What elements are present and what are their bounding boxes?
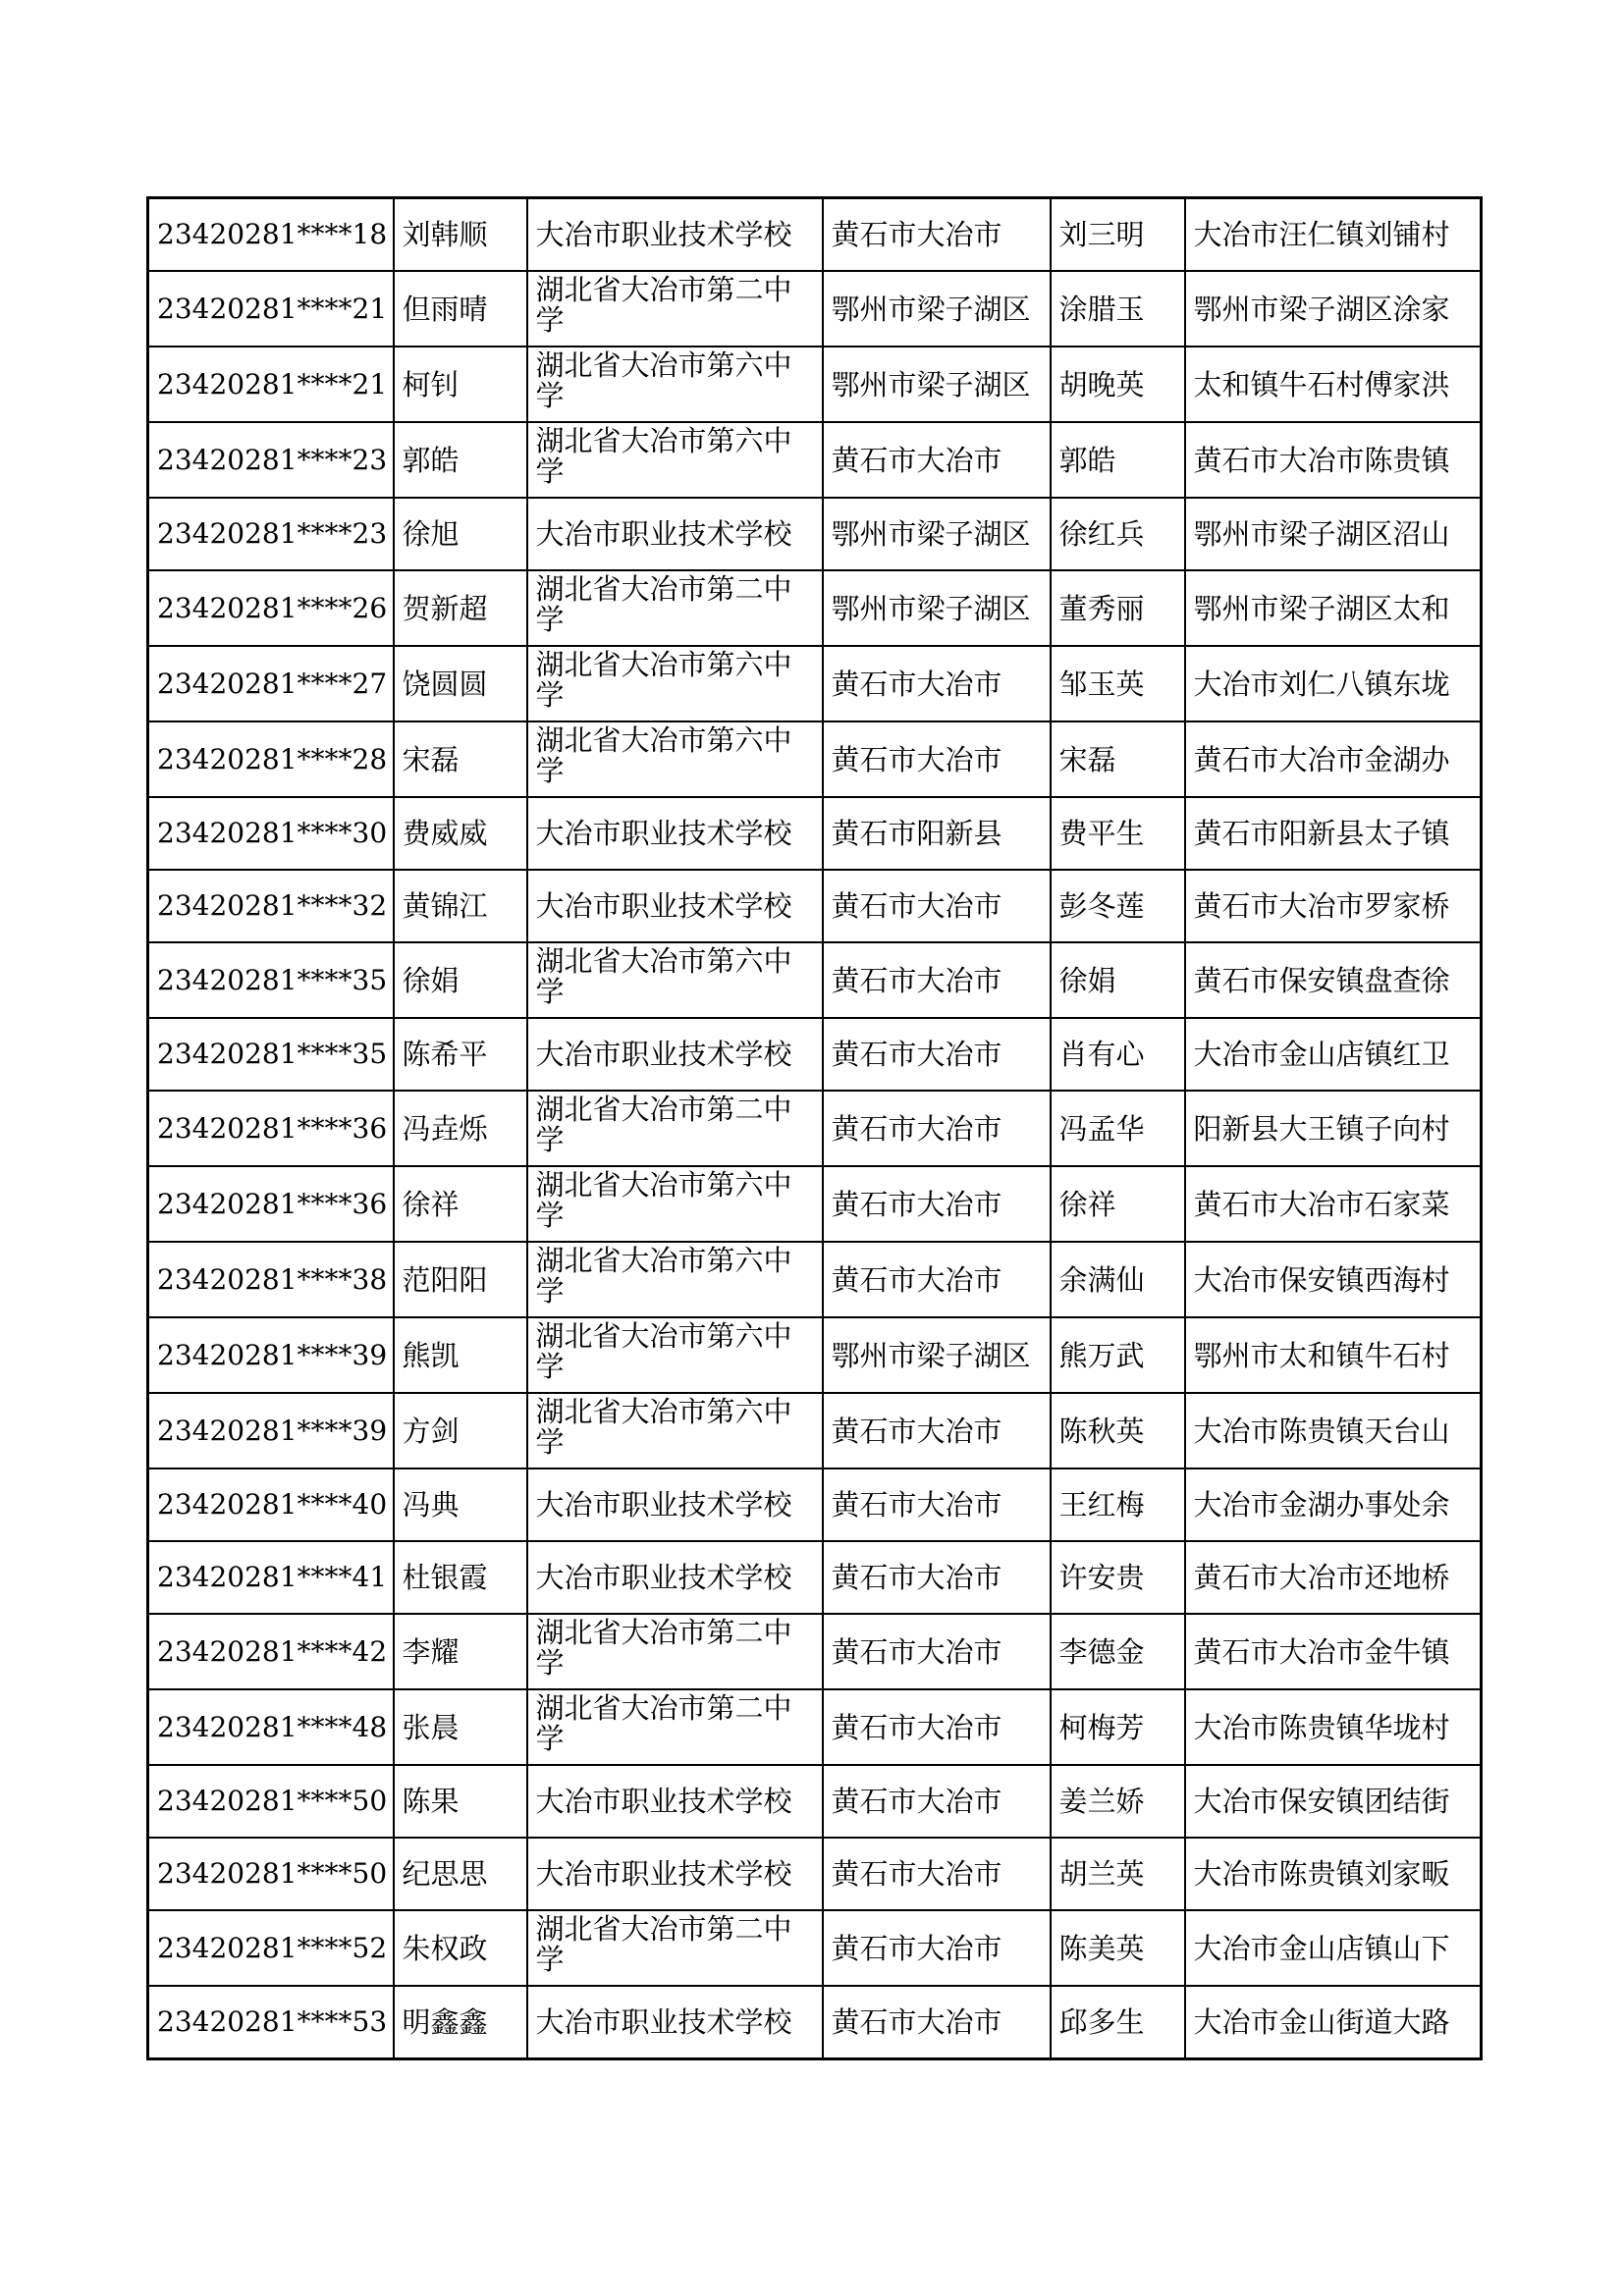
records-table <box>146 196 1483 2060</box>
school-cell: 湖北省大冶市第六中学 <box>527 1393 823 1468</box>
table-row <box>148 942 1482 1018</box>
table-row <box>148 422 1482 498</box>
table-row <box>148 1614 1482 1689</box>
student-id-cell: 23420281****35 <box>148 942 394 1018</box>
school-cell: 湖北省大冶市第六中学 <box>527 721 823 797</box>
student-id-cell: 23420281****35 <box>148 1018 394 1091</box>
student-name-cell: 徐旭 <box>394 498 527 570</box>
school-cell: 大冶市职业技术学校 <box>527 1018 823 1091</box>
table-row <box>148 1393 1482 1468</box>
school-cell: 大冶市职业技术学校 <box>527 198 823 272</box>
region-cell: 黄石市阳新县 <box>823 797 1051 870</box>
school-cell: 大冶市职业技术学校 <box>527 1838 823 1910</box>
guardian-name-cell: 许安贵 <box>1051 1541 1185 1614</box>
guardian-name-cell: 陈秋英 <box>1051 1393 1185 1468</box>
school-cell: 大冶市职业技术学校 <box>527 1986 823 2059</box>
student-id-cell: 23420281****40 <box>148 1468 394 1541</box>
region-cell: 黄石市大冶市 <box>823 1765 1051 1838</box>
region-cell: 黄石市大冶市 <box>823 721 1051 797</box>
guardian-name-cell: 徐娟 <box>1051 942 1185 1018</box>
region-cell: 黄石市大冶市 <box>823 1166 1051 1242</box>
school-cell: 湖北省大冶市第六中学 <box>527 1317 823 1393</box>
student-id-cell: 23420281****39 <box>148 1317 394 1393</box>
school-cell: 大冶市职业技术学校 <box>527 797 823 870</box>
address-cell: 黄石市大冶市还地桥 <box>1185 1541 1482 1614</box>
records-table-body <box>148 198 1482 2059</box>
address-cell: 大冶市金山店镇红卫 <box>1185 1018 1482 1091</box>
address-cell: 黄石市阳新县太子镇 <box>1185 797 1482 870</box>
table-row <box>148 498 1482 570</box>
student-name-cell: 郭皓 <box>394 422 527 498</box>
region-cell: 黄石市大冶市 <box>823 870 1051 942</box>
student-id-cell: 23420281****39 <box>148 1393 394 1468</box>
region-cell: 鄂州市梁子湖区 <box>823 1317 1051 1393</box>
records-table-container <box>146 196 1480 2060</box>
region-cell: 黄石市大冶市 <box>823 942 1051 1018</box>
table-row <box>148 1018 1482 1091</box>
student-name-cell: 杜银霞 <box>394 1541 527 1614</box>
region-cell: 鄂州市梁子湖区 <box>823 570 1051 646</box>
student-id-cell: 23420281****38 <box>148 1242 394 1317</box>
guardian-name-cell: 费平生 <box>1051 797 1185 870</box>
student-id-cell: 23420281****18 <box>148 198 394 272</box>
school-cell: 大冶市职业技术学校 <box>527 1541 823 1614</box>
address-cell: 黄石市大冶市石家菜 <box>1185 1166 1482 1242</box>
student-name-cell: 冯垚烁 <box>394 1091 527 1166</box>
region-cell: 黄石市大冶市 <box>823 1018 1051 1091</box>
school-cell: 大冶市职业技术学校 <box>527 498 823 570</box>
address-cell: 黄石市大冶市金牛镇 <box>1185 1614 1482 1689</box>
school-cell: 湖北省大冶市第二中学 <box>527 1091 823 1166</box>
region-cell: 黄石市大冶市 <box>823 1614 1051 1689</box>
address-cell: 大冶市刘仁八镇东垅 <box>1185 646 1482 721</box>
school-cell: 湖北省大冶市第二中学 <box>527 570 823 646</box>
region-cell: 黄石市大冶市 <box>823 1910 1051 1986</box>
address-cell: 大冶市汪仁镇刘铺村 <box>1185 198 1482 272</box>
school-cell: 湖北省大冶市第六中学 <box>527 942 823 1018</box>
table-row <box>148 797 1482 870</box>
student-id-cell: 23420281****48 <box>148 1689 394 1765</box>
student-id-cell: 23420281****32 <box>148 870 394 942</box>
school-cell: 大冶市职业技术学校 <box>527 1468 823 1541</box>
table-row <box>148 1242 1482 1317</box>
school-cell: 湖北省大冶市第六中学 <box>527 1242 823 1317</box>
guardian-name-cell: 熊万武 <box>1051 1317 1185 1393</box>
table-row <box>148 198 1482 272</box>
school-cell: 大冶市职业技术学校 <box>527 870 823 942</box>
student-name-cell: 陈希平 <box>394 1018 527 1091</box>
guardian-name-cell: 徐红兵 <box>1051 498 1185 570</box>
student-name-cell: 范阳阳 <box>394 1242 527 1317</box>
table-row <box>148 721 1482 797</box>
address-cell: 大冶市保安镇团结街 <box>1185 1765 1482 1838</box>
region-cell: 黄石市大冶市 <box>823 646 1051 721</box>
region-cell: 鄂州市梁子湖区 <box>823 271 1051 347</box>
student-name-cell: 李耀 <box>394 1614 527 1689</box>
table-row <box>148 1986 1482 2059</box>
guardian-name-cell: 柯梅芳 <box>1051 1689 1185 1765</box>
guardian-name-cell: 徐祥 <box>1051 1166 1185 1242</box>
address-cell: 大冶市金湖办事处余 <box>1185 1468 1482 1541</box>
student-name-cell: 方剑 <box>394 1393 527 1468</box>
address-cell: 大冶市陈贵镇刘家畈 <box>1185 1838 1482 1910</box>
guardian-name-cell: 余满仙 <box>1051 1242 1185 1317</box>
region-cell: 黄石市大冶市 <box>823 1689 1051 1765</box>
school-cell: 湖北省大冶市第六中学 <box>527 646 823 721</box>
student-id-cell: 23420281****28 <box>148 721 394 797</box>
address-cell: 黄石市大冶市罗家桥 <box>1185 870 1482 942</box>
student-name-cell: 纪思思 <box>394 1838 527 1910</box>
student-id-cell: 23420281****21 <box>148 271 394 347</box>
region-cell: 黄石市大冶市 <box>823 1091 1051 1166</box>
student-name-cell: 徐娟 <box>394 942 527 1018</box>
region-cell: 黄石市大冶市 <box>823 1986 1051 2059</box>
region-cell: 鄂州市梁子湖区 <box>823 347 1051 422</box>
school-cell: 湖北省大冶市第六中学 <box>527 347 823 422</box>
student-name-cell: 黄锦江 <box>394 870 527 942</box>
guardian-name-cell: 陈美英 <box>1051 1910 1185 1986</box>
region-cell: 黄石市大冶市 <box>823 198 1051 272</box>
region-cell: 黄石市大冶市 <box>823 1242 1051 1317</box>
table-row <box>148 1689 1482 1765</box>
table-row <box>148 1541 1482 1614</box>
student-name-cell: 陈果 <box>394 1765 527 1838</box>
table-row <box>148 570 1482 646</box>
table-row <box>148 347 1482 422</box>
school-cell: 湖北省大冶市第二中学 <box>527 1689 823 1765</box>
address-cell: 鄂州市梁子湖区涂家 <box>1185 271 1482 347</box>
address-cell: 鄂州市梁子湖区沼山 <box>1185 498 1482 570</box>
guardian-name-cell: 肖有心 <box>1051 1018 1185 1091</box>
guardian-name-cell: 董秀丽 <box>1051 570 1185 646</box>
student-name-cell: 明鑫鑫 <box>394 1986 527 2059</box>
region-cell: 黄石市大冶市 <box>823 1393 1051 1468</box>
student-name-cell: 张晨 <box>394 1689 527 1765</box>
student-name-cell: 朱权政 <box>394 1910 527 1986</box>
table-row <box>148 1765 1482 1838</box>
student-name-cell: 熊凯 <box>394 1317 527 1393</box>
student-name-cell: 柯钊 <box>394 347 527 422</box>
guardian-name-cell: 邹玉英 <box>1051 646 1185 721</box>
student-id-cell: 23420281****36 <box>148 1166 394 1242</box>
student-id-cell: 23420281****50 <box>148 1838 394 1910</box>
guardian-name-cell: 冯孟华 <box>1051 1091 1185 1166</box>
guardian-name-cell: 彭冬莲 <box>1051 870 1185 942</box>
address-cell: 大冶市金山街道大路 <box>1185 1986 1482 2059</box>
student-id-cell: 23420281****23 <box>148 498 394 570</box>
table-row <box>148 646 1482 721</box>
address-cell: 鄂州市太和镇牛石村 <box>1185 1317 1482 1393</box>
table-row <box>148 1910 1482 1986</box>
guardian-name-cell: 刘三明 <box>1051 198 1185 272</box>
student-name-cell: 冯典 <box>394 1468 527 1541</box>
guardian-name-cell: 姜兰娇 <box>1051 1765 1185 1838</box>
guardian-name-cell: 邱多生 <box>1051 1986 1185 2059</box>
school-cell: 湖北省大冶市第二中学 <box>527 1910 823 1986</box>
region-cell: 黄石市大冶市 <box>823 1468 1051 1541</box>
region-cell: 黄石市大冶市 <box>823 1541 1051 1614</box>
address-cell: 阳新县大王镇子向村 <box>1185 1091 1482 1166</box>
student-name-cell: 但雨晴 <box>394 271 527 347</box>
guardian-name-cell: 涂腊玉 <box>1051 271 1185 347</box>
student-id-cell: 23420281****21 <box>148 347 394 422</box>
guardian-name-cell: 宋磊 <box>1051 721 1185 797</box>
guardian-name-cell: 王红梅 <box>1051 1468 1185 1541</box>
table-row <box>148 1468 1482 1541</box>
region-cell: 鄂州市梁子湖区 <box>823 498 1051 570</box>
school-cell: 大冶市职业技术学校 <box>527 1765 823 1838</box>
student-name-cell: 饶圆圆 <box>394 646 527 721</box>
table-row <box>148 1317 1482 1393</box>
table-row <box>148 1091 1482 1166</box>
student-name-cell: 贺新超 <box>394 570 527 646</box>
student-id-cell: 23420281****27 <box>148 646 394 721</box>
address-cell: 大冶市陈贵镇华垅村 <box>1185 1689 1482 1765</box>
region-cell: 黄石市大冶市 <box>823 422 1051 498</box>
student-name-cell: 刘韩顺 <box>394 198 527 272</box>
student-name-cell: 费威威 <box>394 797 527 870</box>
student-id-cell: 23420281****42 <box>148 1614 394 1689</box>
guardian-name-cell: 胡晚英 <box>1051 347 1185 422</box>
student-id-cell: 23420281****30 <box>148 797 394 870</box>
address-cell: 黄石市大冶市陈贵镇 <box>1185 422 1482 498</box>
address-cell: 太和镇牛石村傅家洪 <box>1185 347 1482 422</box>
table-row <box>148 870 1482 942</box>
student-id-cell: 23420281****52 <box>148 1910 394 1986</box>
student-id-cell: 23420281****26 <box>148 570 394 646</box>
table-row <box>148 271 1482 347</box>
address-cell: 鄂州市梁子湖区太和 <box>1185 570 1482 646</box>
student-id-cell: 23420281****50 <box>148 1765 394 1838</box>
student-name-cell: 宋磊 <box>394 721 527 797</box>
table-row <box>148 1166 1482 1242</box>
student-name-cell: 徐祥 <box>394 1166 527 1242</box>
student-id-cell: 23420281****23 <box>148 422 394 498</box>
school-cell: 湖北省大冶市第六中学 <box>527 422 823 498</box>
student-id-cell: 23420281****53 <box>148 1986 394 2059</box>
guardian-name-cell: 郭皓 <box>1051 422 1185 498</box>
student-id-cell: 23420281****41 <box>148 1541 394 1614</box>
address-cell: 大冶市保安镇西海村 <box>1185 1242 1482 1317</box>
guardian-name-cell: 胡兰英 <box>1051 1838 1185 1910</box>
address-cell: 黄石市保安镇盘查徐 <box>1185 942 1482 1018</box>
school-cell: 湖北省大冶市第二中学 <box>527 271 823 347</box>
school-cell: 湖北省大冶市第六中学 <box>527 1166 823 1242</box>
address-cell: 黄石市大冶市金湖办 <box>1185 721 1482 797</box>
student-id-cell: 23420281****36 <box>148 1091 394 1166</box>
guardian-name-cell: 李德金 <box>1051 1614 1185 1689</box>
region-cell: 黄石市大冶市 <box>823 1838 1051 1910</box>
address-cell: 大冶市金山店镇山下 <box>1185 1910 1482 1986</box>
table-row <box>148 1838 1482 1910</box>
address-cell: 大冶市陈贵镇天台山 <box>1185 1393 1482 1468</box>
school-cell: 湖北省大冶市第二中学 <box>527 1614 823 1689</box>
